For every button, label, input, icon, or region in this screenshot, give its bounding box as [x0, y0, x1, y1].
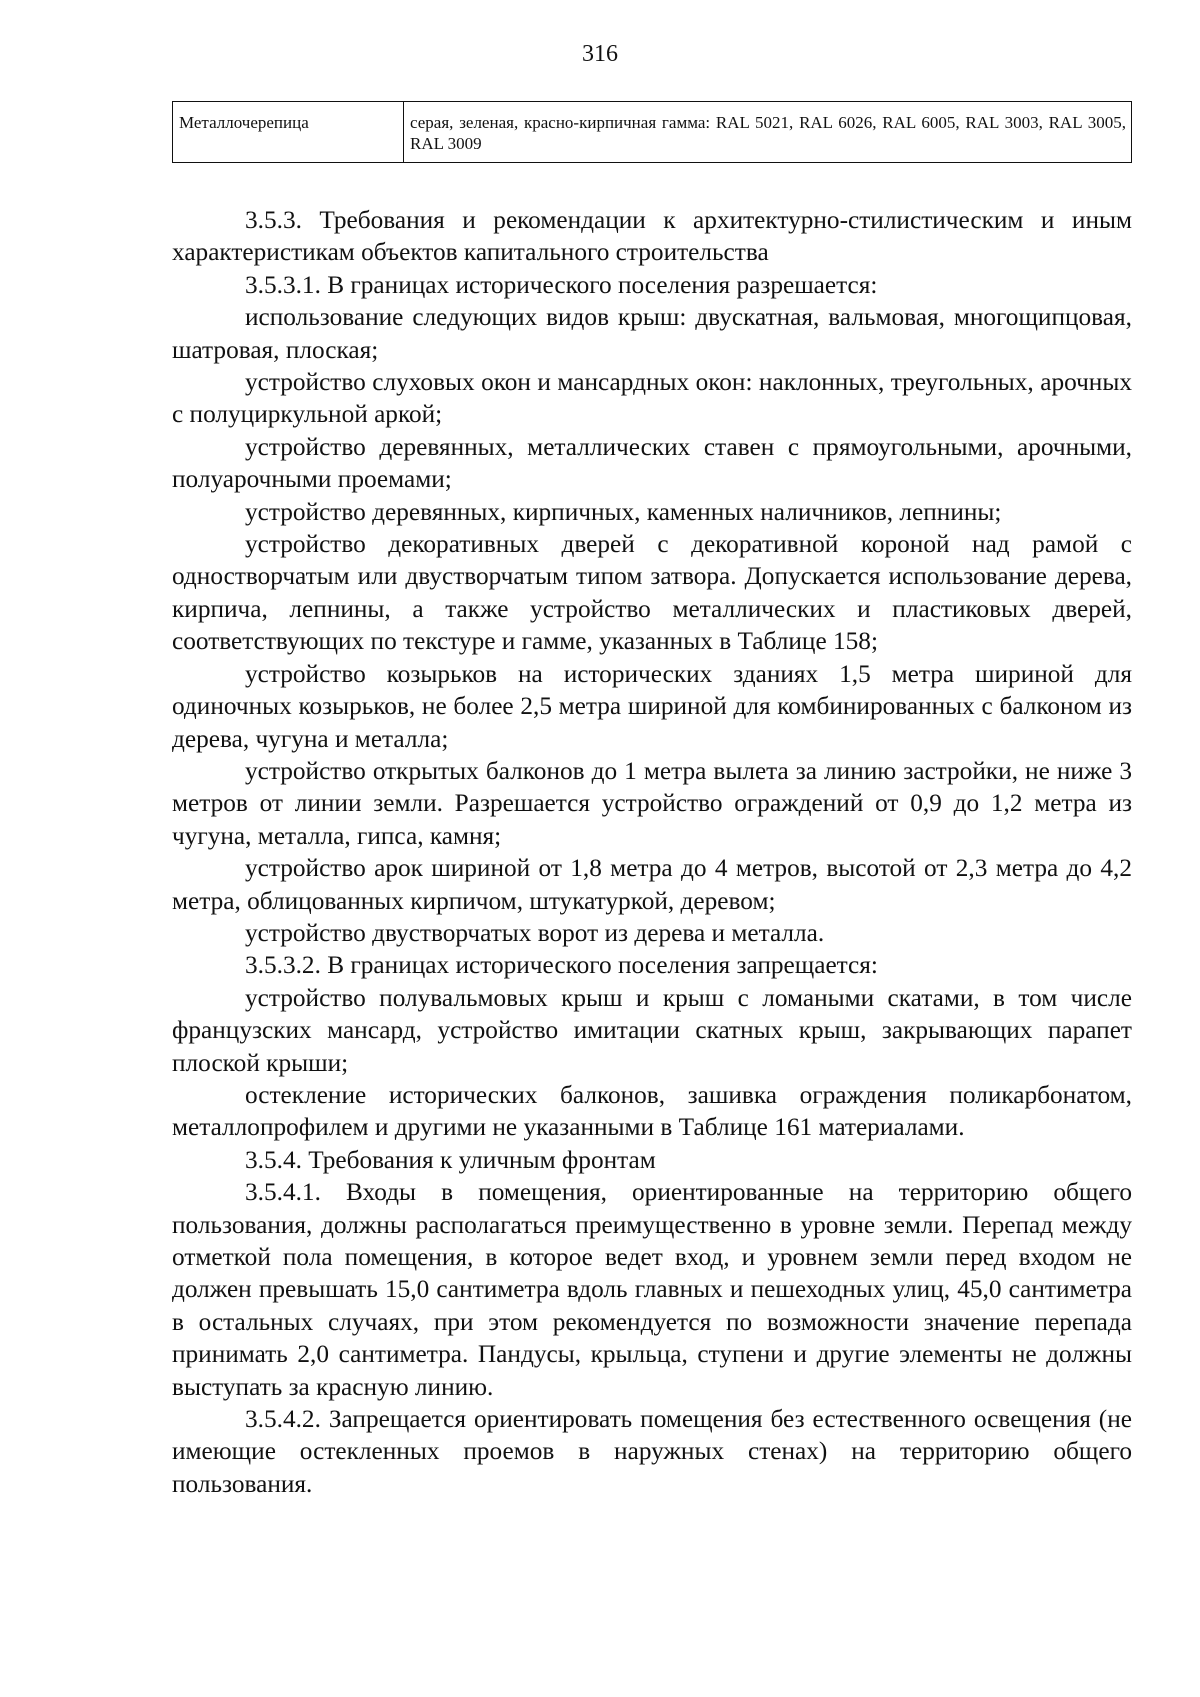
roof-materials-table [172, 101, 1132, 163]
list-item: использование следующих видов крыш: двускатная, вальмовая, многощипцовая, шатровая, плоская; [172, 303, 1132, 364]
list-item: устройство деревянных, кирпичных, каменных наличников, лепнины; [245, 497, 1002, 526]
list-item: устройство открытых балконов до 1 метра вылета за линию застройки, не ниже 3 метров от линии земли. Разрешается устройство ограждений от 0,9 до 1,2 метра из чугуна, металла, гипса, камня; [172, 756, 1132, 850]
list-item: остекление исторических балконов, зашивка ограждения поликарбонатом, металлопрофилем и другими не указанными в Таблице 161 материалами. [172, 1080, 1132, 1142]
list-item: устройство деревянных, металлических ставен с прямоугольными, арочными, полуарочными проемами; [172, 432, 1132, 494]
table-row [173, 102, 1132, 163]
section-heading-3-5-3: 3.5.3. Требования и рекомендации к архитектурно-стилистическим и иным характеристикам объектов капитального строительства [172, 206, 1132, 267]
document-body [172, 204, 1132, 1500]
table-cell-material: Металлочерепица [173, 102, 404, 163]
list-item: устройство полувальмовых крыш и крыш с ломаными скатами, в том числе французских мансард, устройство имитации скатных крыш, закрывающих парапет плоской крыши; [172, 983, 1132, 1077]
subsection-heading-3-5-3-2: 3.5.3.2. В границах исторического поселения запрещается: [245, 951, 878, 980]
page-number: 316 [582, 41, 618, 67]
paragraph-3-5-4-1: 3.5.4.1. Входы в помещения, ориентированные на территорию общего пользования, должны располагаться преимущественно в уровне земли. Перепад между отметкой пола помещения, в которое ведет вход, и уровнем земли перед входом не должен превышать 15,0 сантиметра вдоль главных и пешеходных улиц, 45,0 сантиметра в остальных случаях, при этом рекомендуется по возможности значение перепада принимать 2,0 сантиметра. Пандусы, крыльца, ступени и другие элементы не должны выступать за красную линию. [172, 1178, 1132, 1401]
table-cell-colors: серая, зеленая, красно-кирпичная гамма: RAL 5021, RAL 6026, RAL 6005, RAL 3003, RAL 3005, RAL 3009 [404, 102, 1132, 163]
list-item: устройство декоративных дверей с декоративной короной над рамой с одностворчатым или двустворчатым типом затвора. Допускается использование дерева, кирпича, лепнины, а также устройство металлических и пластиковых дверей, соответствующих по текстуре и гамме, указанных в Таблице 158; [172, 530, 1132, 656]
section-heading-3-5-4: 3.5.4. Требования к уличным фронтам [245, 1145, 656, 1174]
paragraph-3-5-4-2: 3.5.4.2. Запрещается ориентировать помещения без естественного освещения (не имеющие остекленных проемов в наружных стенах) на территорию общего пользования. [172, 1405, 1132, 1498]
list-item: устройство слуховых окон и мансардных окон: наклонных, треугольных, арочных с полуциркульной аркой; [172, 368, 1132, 429]
list-item: устройство двустворчатых ворот из дерева и металла. [245, 918, 825, 947]
list-item: устройство козырьков на исторических зданиях 1,5 метра шириной для одиночных козырьков, не более 2,5 метра шириной для комбинированных с балконом из дерева, чугуна и металла; [172, 659, 1132, 753]
list-item: устройство арок шириной от 1,8 метра до 4 метров, высотой от 2,3 метра до 4,2 метра, облицованных кирпичом, штукатуркой, деревом; [172, 854, 1132, 915]
subsection-heading-3-5-3-1: 3.5.3.1. В границах исторического поселения разрешается: [245, 270, 878, 299]
